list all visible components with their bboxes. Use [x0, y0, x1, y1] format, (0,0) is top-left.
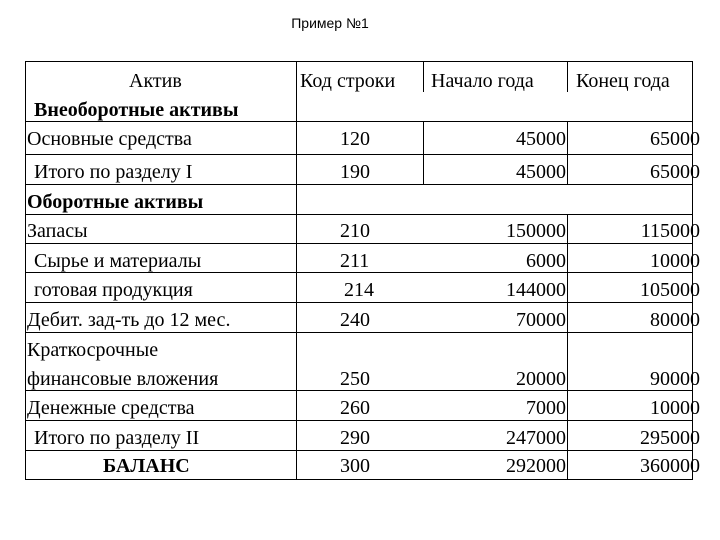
row-nachalo-240: 70000 [516, 309, 566, 331]
row-rule-6 [25, 272, 693, 273]
row-nachalo-260: 7000 [526, 397, 566, 419]
slide-title: Пример №1 [291, 15, 369, 31]
row-kod-240: 240 [340, 309, 370, 331]
row-nachalo-120: 45000 [516, 128, 566, 150]
row-rule-7 [25, 302, 693, 303]
row-kod-214: 214 [344, 279, 374, 301]
row-name-zapasy: Запасы [27, 220, 88, 242]
row-nachalo-214: 144000 [506, 279, 566, 301]
row-rule-8 [25, 332, 693, 333]
row-kod-260: 260 [340, 397, 370, 419]
row-rule-2 [25, 154, 693, 155]
row-name-osnovnye-sredstva: Основные средства [27, 128, 192, 150]
row-konec-260: 10000 [650, 397, 700, 419]
row-name-debitorskaya-zadolzhennost: Дебит. зад-ть до 12 мес. [27, 309, 231, 331]
row-nachalo-250: 20000 [516, 368, 566, 390]
row-kod-250: 250 [340, 368, 370, 390]
row-kod-120: 120 [340, 128, 370, 150]
column-divider-1 [296, 61, 297, 480]
row-rule-10 [25, 420, 693, 421]
row-kod-210: 210 [340, 220, 370, 242]
row-name-finansovye-vlozheniya: финансовые вложения [27, 368, 219, 390]
column-divider-2-body [423, 121, 424, 184]
section-vneoborotnye-aktivy: Внеоборотные активы [34, 99, 239, 121]
header-aktiv: Актив [129, 70, 182, 92]
row-name-denezhnye-sredstva: Денежные средства [27, 397, 195, 419]
row-rule-5 [25, 243, 693, 244]
row-konec-290: 295000 [640, 427, 700, 449]
header-konec-goda: Конец года [576, 70, 670, 92]
row-name-kratkosrochnye: Краткосрочные [27, 339, 159, 361]
row-name-syre-i-materialy: Сырье и материалы [34, 250, 202, 272]
row-name-gotovaya-produkciya: готовая продукция [34, 279, 193, 301]
row-name-balans: БАЛАНС [103, 455, 190, 477]
row-rule-11 [25, 450, 693, 451]
row-konec-214: 105000 [640, 279, 700, 301]
row-konec-250: 90000 [650, 368, 700, 390]
row-kod-300: 300 [340, 455, 370, 477]
row-nachalo-190: 45000 [516, 161, 566, 183]
row-nachalo-290: 247000 [506, 427, 566, 449]
row-konec-240: 80000 [650, 309, 700, 331]
row-kod-190: 190 [340, 161, 370, 183]
column-divider-3 [567, 61, 568, 92]
row-konec-120: 65000 [650, 128, 700, 150]
row-kod-290: 290 [340, 427, 370, 449]
row-name-itogo-razdel-1: Итого по разделу I [34, 161, 193, 183]
row-rule-4 [25, 214, 693, 215]
row-rule-1 [25, 121, 693, 122]
row-konec-211: 10000 [650, 250, 700, 272]
row-nachalo-211: 6000 [526, 250, 566, 272]
section-oborotnye-aktivy: Оборотные активы [27, 191, 204, 213]
row-rule-3 [25, 184, 693, 185]
row-kod-211: 211 [340, 250, 370, 272]
row-nachalo-300: 292000 [506, 455, 566, 477]
row-name-itogo-razdel-2: Итого по разделу II [34, 427, 200, 449]
header-kod-stroki: Код строки [300, 70, 396, 92]
header-rule [692, 92, 693, 93]
row-nachalo-210: 150000 [506, 220, 566, 242]
row-konec-300: 360000 [640, 455, 700, 477]
row-konec-210: 115000 [640, 220, 700, 242]
row-rule-9 [25, 390, 693, 391]
column-divider-3-lower [567, 214, 568, 480]
column-divider-3-body [567, 121, 568, 184]
header-nachalo-goda: Начало года [431, 70, 534, 92]
row-konec-190: 65000 [650, 161, 700, 183]
column-divider-2 [423, 61, 424, 92]
